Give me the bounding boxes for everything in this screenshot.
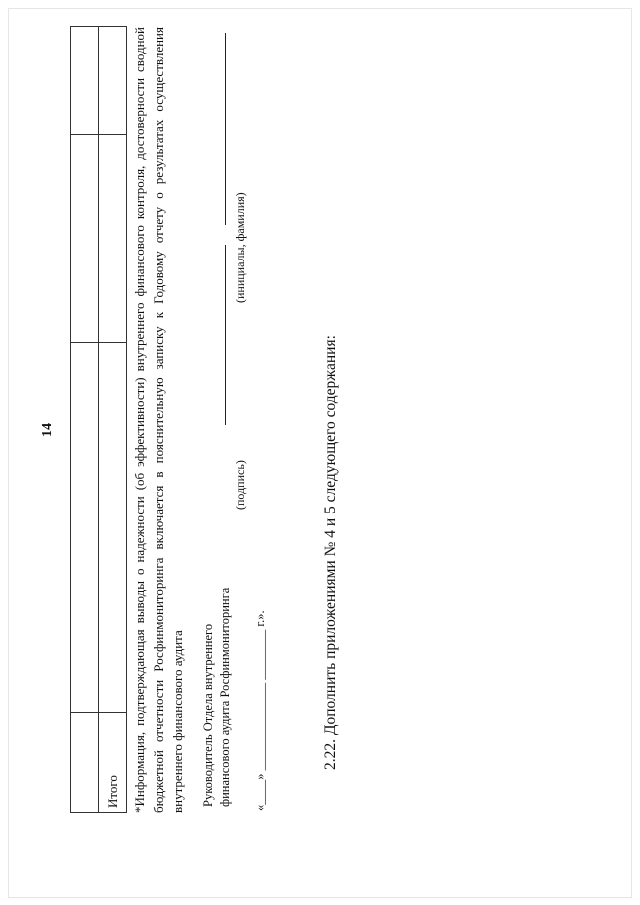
footnote-text: *Информация, подтверждающая выводы о надежности (об эффективности) внутреннего финансового контроля, достоверности сводной бюджетной отчетности Росфинмониторинга включается в пояснительную записку к Годовому отчету о результатах осуществления внутреннего финансового аудита	[132, 27, 185, 813]
head-title-line1: Руководитель Отдела внутреннего	[201, 623, 215, 807]
amendment-paragraph: 2.22. Дополнить приложениями № 4 и 5 следующего содержания:	[322, 335, 339, 770]
head-title-line2: финансового аудита Росфинмониторинга	[218, 587, 232, 807]
scan-frame	[8, 8, 632, 898]
signature-caption: (подпись)	[233, 460, 247, 510]
name-caption: (инициалы, фамилия)	[233, 192, 247, 303]
page-number: 14	[40, 423, 55, 437]
date-line: «____» ______________ ________ г.».	[253, 610, 267, 811]
total-label: Итого	[99, 713, 127, 813]
